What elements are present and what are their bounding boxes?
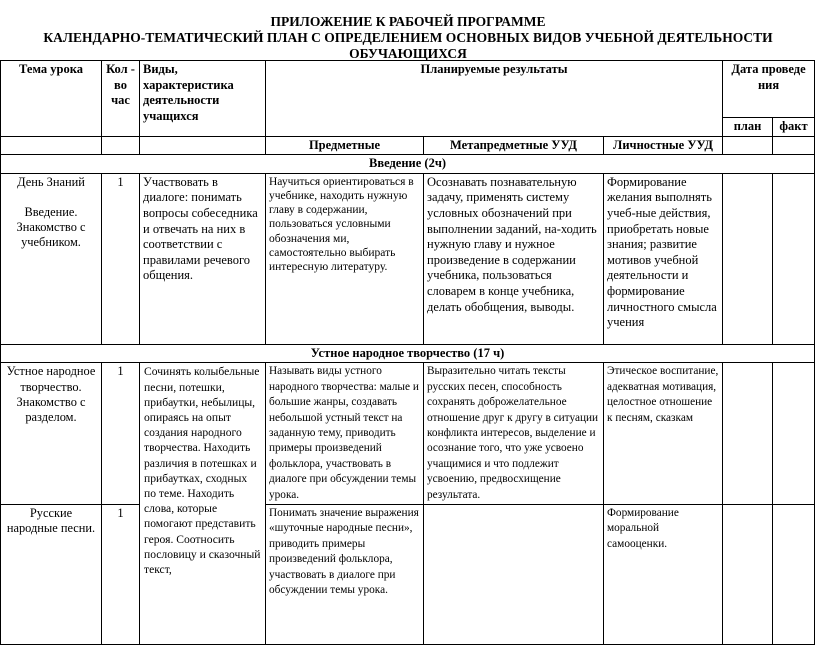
row-topic (1, 173, 102, 344)
row-personal-results: Формирование моральной самооценки. (604, 505, 723, 645)
row-activity: Участвовать в диалоге: понимать вопросы собеседника и отвечать на них в соответствии с правилами речевого общения. (140, 173, 266, 344)
row-subject-results: Называть виды устного народного творчества: малые и большие жанры, создавать небольшой устный текст на заданную тему, приводить примеры произведений фольклора, участвовать в диалоге при обсуждении темы урока. (266, 363, 424, 505)
row-topic: Устное народное творчество. Знакомство с разделом. (1, 363, 102, 505)
row-date-fact (773, 363, 815, 505)
row-date-plan (723, 505, 773, 645)
header-topic: Тема урока (1, 61, 102, 137)
row-date-fact (773, 173, 815, 344)
header-planned-results: Планируемые результаты (266, 61, 723, 137)
row-personal-results: Этическое воспитание, адекватная мотивация, целостное отношение к песням, сказкам (604, 363, 723, 505)
row-hours: 1 (102, 363, 140, 505)
row-meta-results (424, 505, 604, 645)
document-heading (0, 14, 816, 62)
heading-line-1: ПРИЛОЖЕНИЕ К РАБОЧЕЙ ПРОГРАММЕ (270, 14, 546, 29)
header-plan: план (723, 118, 773, 137)
row-hours: 1 (102, 505, 140, 645)
row-subject-results: Научиться ориентироваться в учебнике, находить нужную главу в содержании, пользоваться условными обозначения ми, самостоятельно выбирать интересную литературу. (266, 173, 424, 344)
header-fact: факт (773, 118, 815, 137)
row-meta-results: Выразительно читать тексты русских песен, способность сохранять доброжелательное отношение друг к другу в ситуации конфликта интересов, выделение и осознание того, что уже усвоено учащимися и что подлежит усвоению, предвосхищение результата. (424, 363, 604, 505)
row-hours: 1 (102, 173, 140, 344)
heading-line-2: КАЛЕНДАРНО-ТЕМАТИЧЕСКИЙ ПЛАН С ОПРЕДЕЛЕНИЕМ ОСНОВНЫХ ВИДОВ УЧЕБНОЙ ДЕЯТЕЛЬНОСТИ (43, 30, 773, 45)
heading-line-3: ОБУЧАЮЩИХСЯ (349, 46, 467, 61)
row-personal-results: Формирование желания выполнять учеб-ные действия, приобретать новые знания; развитие мотивов учебной деятельности и формирование личностного смысла учения (604, 173, 723, 344)
row-topic: Русские народные песни. (1, 505, 102, 645)
section-title-folklore: Устное народное творчество (17 ч) (1, 344, 815, 363)
header-subject: Предметные (266, 136, 424, 155)
row-date-fact (773, 505, 815, 645)
topic-title: День Знаний (17, 174, 85, 189)
section-title-intro: Введение (2ч) (1, 155, 815, 174)
header-hours: Кол - во час (102, 61, 140, 137)
topic-subtitle: Введение. Знакомство с учебником. (16, 204, 86, 250)
thematic-plan-table (0, 60, 815, 645)
row-date-plan (723, 173, 773, 344)
header-meta: Метапредметные УУД (424, 136, 604, 155)
row-meta-results: Осознавать познавательную задачу, применять систему условных обозначений при выполнении заданий, на-ходить нужную главу и нужное произведение в содержании учебника, пользоваться словарем в конце учебника, делать обобщения, выводы. (424, 173, 604, 344)
header-date: Дата проведе ния (723, 61, 815, 118)
row-activity: Сочинять колыбельные песни, потешки, прибаутки, небылицы, опираясь на опыт создания народного творчества. Находить различия в потешках и прибаутках, сходных по теме. Находить слова, которые помогают представить героя. Соотносить пословицу и сказочный текст, (140, 363, 266, 645)
row-subject-results: Понимать значение выражения «шуточные народные песни», приводить примеры произведений фольклора, участвовать в диалоге при обсуждении темы урока. (266, 505, 424, 645)
header-personal: Личностные УУД (604, 136, 723, 155)
header-activity: Виды, характеристика деятельности учащихся (140, 61, 266, 137)
row-date-plan (723, 363, 773, 505)
